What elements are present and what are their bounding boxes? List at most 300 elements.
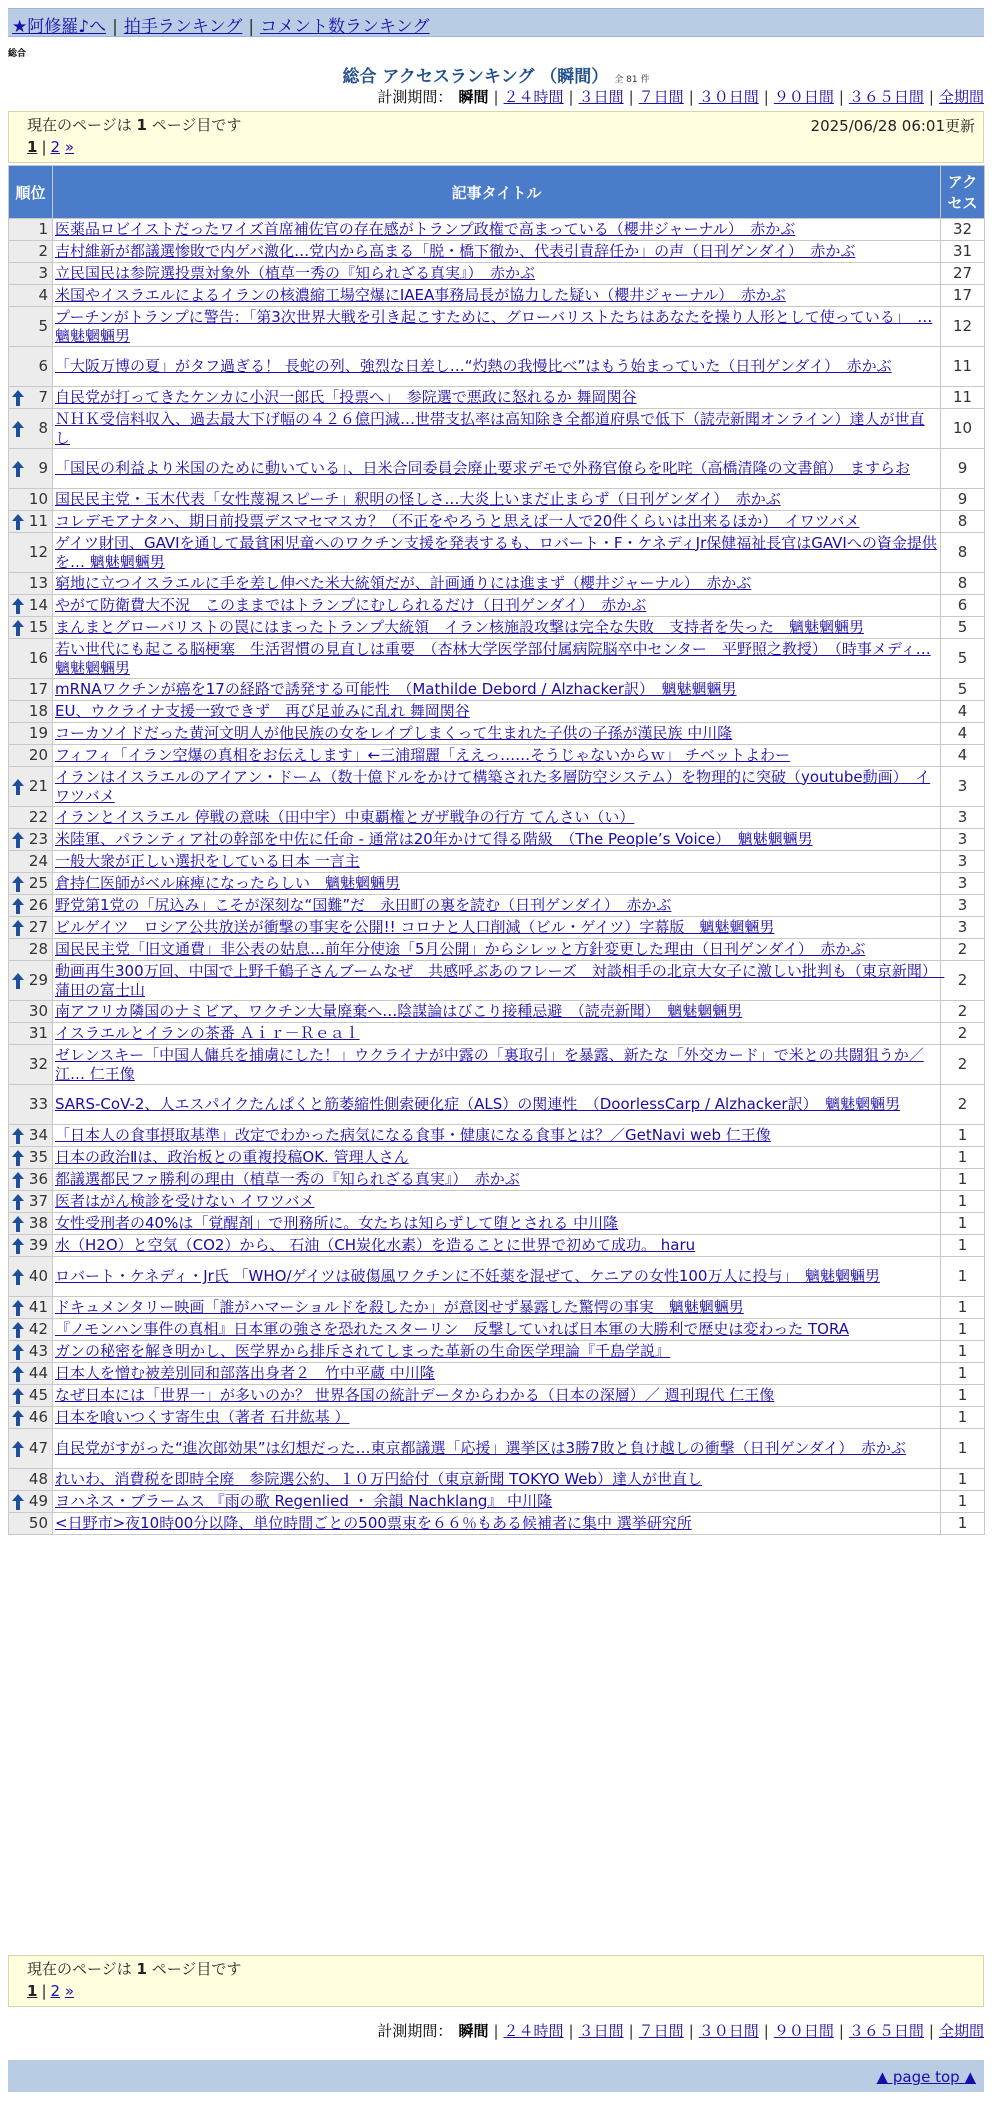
access-count: 11 bbox=[941, 387, 985, 409]
rank-up-arrow-icon bbox=[12, 1269, 24, 1285]
access-count: 17 bbox=[941, 285, 985, 307]
title-cell bbox=[53, 829, 941, 851]
article-link[interactable]: 米国やイスラエルによるイランの核濃縮工場空爆にIAEA事務局長が協力した疑い（櫻井ジャーナル） 赤かぶ bbox=[55, 286, 786, 304]
rank-cell: 2 bbox=[9, 241, 53, 263]
article-link[interactable]: 日本を喰いつくす寄生虫（著者 石井紘基 ） bbox=[55, 1408, 350, 1426]
access-count: 2 bbox=[941, 1001, 985, 1023]
article-link[interactable]: ゼレンスキー「中国人傭兵を捕虜にした！」ウクライナが中露の「裏取引」を暴露、新たな「外交カード」で米との共闘狙うか／江… 仁王像 bbox=[55, 1045, 924, 1083]
period-separator: | bbox=[928, 88, 934, 106]
title-cell bbox=[53, 1147, 941, 1169]
top-navigation bbox=[8, 8, 984, 37]
period-link[interactable]: ３６５日間 bbox=[848, 2022, 924, 2040]
period-current: 瞬間 bbox=[458, 2022, 489, 2040]
article-link[interactable]: 「国民の利益より米国のために動いている」、日米合同委員会廃止要求デモで外務官僚らを叱咤（高橋清隆の文書館） ますらお bbox=[55, 459, 911, 477]
article-link[interactable]: れいわ、消費税を即時全廃 参院選公約、１０万円給付（東京新聞 TOKYO Web）達人が世直し bbox=[55, 1470, 703, 1488]
rank-cell: 1 bbox=[9, 219, 53, 241]
rank-up-arrow-icon bbox=[12, 1366, 24, 1382]
title-cell bbox=[53, 409, 941, 449]
rank-up-arrow-icon bbox=[12, 973, 24, 989]
rank-cell: 45 bbox=[9, 1385, 53, 1407]
table-row bbox=[9, 307, 985, 347]
rank-up-arrow-icon bbox=[12, 832, 24, 848]
ranking-body bbox=[9, 219, 985, 1535]
period-separator: | bbox=[628, 88, 634, 106]
article-link[interactable]: 日本の政治Ⅱは、政治板との重複投稿OK. 管理人さん bbox=[55, 1148, 409, 1166]
period-separator: | bbox=[568, 88, 574, 106]
period-separator: | bbox=[838, 2022, 844, 2040]
rank-up-arrow-icon bbox=[12, 1150, 24, 1166]
access-count: 1 bbox=[941, 1319, 985, 1341]
article-link[interactable]: 国民民主党「旧文通費」非公表の姑息…前年分使途「5月公開」からシレッと方針変更した理由（日刊ゲンダイ） 赤かぶ bbox=[55, 940, 866, 958]
rank-up-arrow-icon bbox=[12, 620, 24, 636]
access-count: 8 bbox=[941, 533, 985, 573]
rank-up-arrow-icon bbox=[12, 514, 24, 530]
access-count: 2 bbox=[941, 1045, 985, 1085]
page-status: 現在のページは 1 ページ目です bbox=[27, 116, 242, 134]
rank-cell: 10 bbox=[9, 489, 53, 511]
access-count: 1 bbox=[941, 1491, 985, 1513]
table-row bbox=[9, 347, 985, 387]
title-cell bbox=[53, 1125, 941, 1147]
rank-header: 順位 bbox=[9, 166, 53, 219]
rank-cell: 19 bbox=[9, 723, 53, 745]
access-count: 6 bbox=[941, 595, 985, 617]
access-count: 32 bbox=[941, 219, 985, 241]
article-link[interactable]: 立民国民は参院選投票対象外（植草一秀の『知られざる真実』） 赤かぶ bbox=[55, 264, 536, 282]
period-link[interactable]: ２４時間 bbox=[503, 2022, 564, 2040]
next-page-link[interactable]: » bbox=[64, 138, 75, 156]
period-label: 計測期間： bbox=[377, 2022, 453, 2040]
access-count: 4 bbox=[941, 723, 985, 745]
title-cell bbox=[53, 1085, 941, 1125]
table-row bbox=[9, 1085, 985, 1125]
rank-cell: 8 bbox=[9, 409, 53, 449]
period-link[interactable]: ３０日間 bbox=[698, 2022, 759, 2040]
period-link[interactable]: ９０日間 bbox=[773, 2022, 834, 2040]
title-cell bbox=[53, 895, 941, 917]
rank-up-arrow-icon bbox=[12, 1410, 24, 1426]
article-link[interactable]: ドキュメンタリー映画「誰がハマーショルドを殺したか」が意図せず暴露した驚愕の事実 魑魅魍魎男 bbox=[55, 1298, 744, 1316]
rank-up-arrow-icon bbox=[12, 898, 24, 914]
title-cell bbox=[53, 701, 941, 723]
rank-up-arrow-icon bbox=[12, 1300, 24, 1316]
table-row bbox=[9, 807, 985, 829]
title-cell bbox=[53, 1023, 941, 1045]
rank-up-arrow-icon bbox=[12, 1194, 24, 1210]
section-label: 総合 bbox=[8, 49, 27, 59]
access-count: 9 bbox=[941, 489, 985, 511]
table-row bbox=[9, 1407, 985, 1429]
period-separator: | bbox=[763, 2022, 769, 2040]
access-count: 1 bbox=[941, 1191, 985, 1213]
article-link[interactable]: 倉持仁医師がベル麻痺になったらしい 魑魅魍魎男 bbox=[55, 874, 401, 892]
rank-cell: 25 bbox=[9, 873, 53, 895]
rank-up-arrow-icon bbox=[12, 779, 24, 795]
period-link[interactable]: ９０日間 bbox=[773, 88, 834, 106]
article-link[interactable]: 『ノモンハン事件の真相』日本軍の強さを恐れたスターリン 反撃していれば日本軍の大勝利で歴史は変わった TORA bbox=[55, 1320, 850, 1338]
rank-up-arrow-icon bbox=[12, 876, 24, 892]
article-link[interactable]: ガンの秘密を解き明かし、医学界から排斥されてしまった革新の生命医学理論『千島学説』 bbox=[55, 1342, 671, 1360]
table-row bbox=[9, 449, 985, 489]
period-selector-bottom bbox=[377, 2020, 984, 2041]
article-link[interactable]: SARS-CoV-2、人エスパイクたんぱくと筋萎縮性側索硬化症（ALS）の関連性 （DoorlessCarp / Alzhacker訳） 魑魅魍魎男 bbox=[55, 1095, 901, 1113]
article-link[interactable]: プーチンがトランプに警告：「第3次世界大戦を引き起こすために、グローバリストたちはあなたを操り人形として使っている」 … 魑魅魍魎男 bbox=[55, 307, 933, 345]
title-cell bbox=[53, 1169, 941, 1191]
article-link[interactable]: <日野市>夜10時00分以降、単位時間ごとの500票束を６６％もある候補者に集中 選挙研究所 bbox=[55, 1514, 692, 1532]
table-row bbox=[9, 1045, 985, 1085]
title-cell bbox=[53, 1429, 941, 1469]
table-row bbox=[9, 1469, 985, 1491]
access-count: 1 bbox=[941, 1257, 985, 1297]
rank-up-arrow-icon bbox=[12, 390, 24, 406]
rank-cell: 6 bbox=[9, 347, 53, 387]
title-cell bbox=[53, 263, 941, 285]
table-row bbox=[9, 1297, 985, 1319]
title-cell bbox=[53, 639, 941, 679]
title-header: 記事タイトル bbox=[53, 166, 941, 219]
article-link[interactable]: ヨハネス・ブラームス 『雨の歌 Regenlied ・ 余韻 Nachklang』 中川隆 bbox=[55, 1492, 553, 1510]
period-link[interactable]: 全期間 bbox=[938, 2022, 984, 2040]
access-count: 27 bbox=[941, 263, 985, 285]
rank-cell: 46 bbox=[9, 1407, 53, 1429]
table-row bbox=[9, 873, 985, 895]
access-count: 1 bbox=[941, 1125, 985, 1147]
rank-cell: 26 bbox=[9, 895, 53, 917]
article-link[interactable]: イスラエルとイランの茶番 Ａｉｒ－Ｒｅａｌ bbox=[55, 1024, 360, 1042]
rank-cell: 39 bbox=[9, 1235, 53, 1257]
access-count: 1 bbox=[941, 1213, 985, 1235]
access-count: 1 bbox=[941, 1235, 985, 1257]
title-cell bbox=[53, 1001, 941, 1023]
article-link[interactable]: 「大阪万博の夏」がタフ過ぎる！ 長蛇の列、強烈な日差し…“灼熱の我慢比べ”はもう始まっていた（日刊ゲンダイ） 赤かぶ bbox=[55, 357, 892, 375]
access-count: 31 bbox=[941, 241, 985, 263]
table-row bbox=[9, 511, 985, 533]
article-link[interactable]: なぜ日本には「世界一」が多いのか？ 世界各国の統計データからわかる（日本の深層）／ 週刊現代 仁王像 bbox=[55, 1386, 775, 1404]
access-count: 3 bbox=[941, 767, 985, 807]
rank-cell: 15 bbox=[9, 617, 53, 639]
article-link[interactable]: mRNAワクチンが癌を17の経路で誘発する可能性 （Mathilde Debord / Alzhacker訳） 魑魅魍魎男 bbox=[55, 680, 737, 698]
rank-cell: 24 bbox=[9, 851, 53, 873]
period-selector-top bbox=[377, 86, 984, 107]
table-row bbox=[9, 241, 985, 263]
article-link[interactable]: イランはイスラエルのアイアン・ドーム（数十億ドルをかけて構築された多層防空システム）を物理的に突破（youtube動画） イワツバメ bbox=[55, 767, 931, 805]
rank-cell: 14 bbox=[9, 595, 53, 617]
title-cell bbox=[53, 1363, 941, 1385]
period-current: 瞬間 bbox=[458, 88, 489, 106]
rank-cell: 33 bbox=[9, 1085, 53, 1125]
period-separator: | bbox=[568, 2022, 574, 2040]
access-count: 3 bbox=[941, 829, 985, 851]
article-link[interactable]: ゲイツ財団、GAVIを通して最貧困児童へのワクチン支援を発表するも、ロバート・F・ケネディJr保健福祉長官はGAVIへの資金提供を… 魑魅魍魎男 bbox=[55, 533, 937, 571]
rank-cell: 32 bbox=[9, 1045, 53, 1085]
article-link[interactable]: やがて防衛費大不況 このままではトランプにむしられるだけ（日刊ゲンダイ） 赤かぶ bbox=[55, 596, 647, 614]
access-count: 8 bbox=[941, 573, 985, 595]
table-row bbox=[9, 1319, 985, 1341]
table-row bbox=[9, 489, 985, 511]
title-cell bbox=[53, 1385, 941, 1407]
title-cell bbox=[53, 617, 941, 639]
period-link[interactable]: ３０日間 bbox=[698, 88, 759, 106]
article-link[interactable]: 動画再生300万回、中国で上野千鶴子さんブームなぜ 共感呼ぶあのフレーズ 対談相手の北京大女子に激しい批判も（東京新聞） 蒲田の富士山 bbox=[55, 961, 945, 999]
table-row bbox=[9, 263, 985, 285]
rank-cell: 3 bbox=[9, 263, 53, 285]
rank-cell: 17 bbox=[9, 679, 53, 701]
table-row bbox=[9, 1125, 985, 1147]
title-cell bbox=[53, 573, 941, 595]
rank-cell: 38 bbox=[9, 1213, 53, 1235]
access-count: 1 bbox=[941, 1169, 985, 1191]
title-cell bbox=[53, 1319, 941, 1341]
title-cell bbox=[53, 917, 941, 939]
rank-cell: 42 bbox=[9, 1319, 53, 1341]
title-cell bbox=[53, 489, 941, 511]
table-row bbox=[9, 917, 985, 939]
title-cell bbox=[53, 873, 941, 895]
table-row bbox=[9, 939, 985, 961]
title-cell bbox=[53, 1469, 941, 1491]
article-link[interactable]: 南アフリカ隣国のナミビア、ワクチン大量廃棄へ…陰謀論はびこり接種忌避 （読売新聞） 魑魅魍魎男 bbox=[55, 1002, 743, 1020]
nav-separator: | bbox=[248, 17, 255, 37]
page-title bbox=[0, 62, 992, 87]
table-row bbox=[9, 1491, 985, 1513]
period-link[interactable]: 全期間 bbox=[938, 88, 984, 106]
table-row bbox=[9, 1513, 985, 1535]
rank-up-arrow-icon bbox=[12, 1494, 24, 1510]
article-link[interactable]: 「日本人の食事摂取基準」改定でわかった病気になる食事・健康になる食事とは？／GetNavi web 仁王像 bbox=[55, 1126, 771, 1144]
period-separator: | bbox=[838, 88, 844, 106]
title-cell bbox=[53, 1045, 941, 1085]
rank-cell: 12 bbox=[9, 533, 53, 573]
rank-cell: 43 bbox=[9, 1341, 53, 1363]
rank-cell: 48 bbox=[9, 1469, 53, 1491]
article-link[interactable]: 自民党がすがった“進次郎効果”は幻想だった…東京都議選「応援」選挙区は3勝7敗と負け越しの衝撃（日刊ゲンダイ） 赤かぶ bbox=[55, 1439, 906, 1457]
footer-bar bbox=[8, 2060, 984, 2092]
article-link[interactable]: コーカソイドだった黄河文明人が他民族の女をレイプしまくって生まれた子供の子孫が漢民族 中川隆 bbox=[55, 724, 733, 742]
article-link[interactable]: 女性受刑者の40%は「覚醒剤」で刑務所に。女たちは知らずして堕とされる 中川隆 bbox=[55, 1214, 619, 1232]
table-row bbox=[9, 961, 985, 1001]
table-row bbox=[9, 1235, 985, 1257]
article-link[interactable]: ＮＨＫ受信料収入、過去最大下げ幅の４２６億円減…世帯支払率は高知除き全都道府県で低下（読売新聞オンライン）達人が世直し bbox=[55, 409, 925, 447]
table-row bbox=[9, 387, 985, 409]
table-row bbox=[9, 767, 985, 807]
article-link[interactable]: EU、ウクライナ支援一致できず 再び足並みに乱れ 舞岡関谷 bbox=[55, 702, 470, 720]
title-cell bbox=[53, 387, 941, 409]
table-row bbox=[9, 285, 985, 307]
article-link[interactable]: 若い世代にも起こる脳梗塞 生活習慣の見直しは重要 （杏林大学医学部付属病院脳卒中センター 平野照之教授） （時事メディ… 魑魅魍魎男 bbox=[55, 639, 931, 677]
access-count: 1 bbox=[941, 1297, 985, 1319]
rank-up-arrow-icon bbox=[12, 1388, 24, 1404]
period-separator: | bbox=[928, 2022, 934, 2040]
title-cell bbox=[53, 1297, 941, 1319]
rank-cell: 34 bbox=[9, 1125, 53, 1147]
title-cell bbox=[53, 241, 941, 263]
access-count: 2 bbox=[941, 939, 985, 961]
table-row bbox=[9, 1257, 985, 1297]
article-link[interactable]: 国民民主党・玉木代表「女性蔑視スピーチ」釈明の怪しさ…大炎上いまだ止まらず（日刊ゲンダイ） 赤かぶ bbox=[55, 490, 781, 508]
period-link[interactable]: ２４時間 bbox=[503, 88, 564, 106]
table-row bbox=[9, 679, 985, 701]
title-cell bbox=[53, 679, 941, 701]
title-cell bbox=[53, 807, 941, 829]
current-page: 1 bbox=[27, 1982, 38, 2000]
table-row bbox=[9, 895, 985, 917]
title-cell bbox=[53, 1191, 941, 1213]
rank-cell: 21 bbox=[9, 767, 53, 807]
rank-cell: 44 bbox=[9, 1363, 53, 1385]
page-links: 1 | 2 » bbox=[27, 1982, 75, 2000]
table-row bbox=[9, 829, 985, 851]
rank-cell: 23 bbox=[9, 829, 53, 851]
rank-cell: 50 bbox=[9, 1513, 53, 1535]
article-link[interactable]: まんまとグローバリストの罠にはまったトランプ大統領 イラン核施設攻撃は完全な失敗 支持者を失った 魑魅魍魎男 bbox=[55, 618, 864, 636]
rank-cell: 13 bbox=[9, 573, 53, 595]
current-page: 1 bbox=[27, 138, 38, 156]
period-label: 計測期間： bbox=[377, 88, 453, 106]
period-separator: | bbox=[688, 88, 694, 106]
title-cell bbox=[53, 1407, 941, 1429]
period-separator: | bbox=[763, 88, 769, 106]
item-count: 全 81 件 bbox=[614, 75, 650, 85]
article-link[interactable]: イランとイスラエル 停戦の意味（田中宇）中東覇権とガザ戦争の行方 てんさい（い） bbox=[55, 808, 635, 826]
rank-cell: 31 bbox=[9, 1023, 53, 1045]
rank-cell: 36 bbox=[9, 1169, 53, 1191]
access-count: 1 bbox=[941, 1341, 985, 1363]
access-count: 10 bbox=[941, 409, 985, 449]
page-links: 1 | 2 » bbox=[27, 138, 75, 156]
rank-cell: 29 bbox=[9, 961, 53, 1001]
article-link[interactable]: 自民党が打ってきたケンカに小沢一郎氏「投票へ」 参院選で悪政に怒れるか 舞岡関谷 bbox=[55, 388, 637, 406]
rank-up-arrow-icon bbox=[12, 1128, 24, 1144]
next-page-link[interactable]: » bbox=[64, 1982, 75, 2000]
access-count: 11 bbox=[941, 347, 985, 387]
article-link[interactable]: 医者はがん検診を受けない イワツバメ bbox=[55, 1192, 315, 1210]
period-link[interactable]: ３日間 bbox=[578, 2022, 624, 2040]
period-link[interactable]: ３６５日間 bbox=[848, 88, 924, 106]
access-count: 1 bbox=[941, 1429, 985, 1469]
rank-cell: 40 bbox=[9, 1257, 53, 1297]
article-link[interactable]: フィフィ「イラン空爆の真相をお伝えします」←三浦瑠麗「ええっ……そうじゃないからｗ」 チベットよわー bbox=[55, 746, 790, 764]
access-count: 5 bbox=[941, 639, 985, 679]
article-link[interactable]: 米陸軍、パランティア社の幹部を中佐に任命 - 通常は20年かけて得る階級 （The People’s Voice） 魑魅魍魎男 bbox=[55, 830, 813, 848]
title-cell bbox=[53, 533, 941, 573]
period-link[interactable]: ７日間 bbox=[638, 2022, 684, 2040]
rank-cell: 49 bbox=[9, 1491, 53, 1513]
updated-timestamp: 2025/06/28 06:01更新 bbox=[810, 117, 975, 135]
access-count: 3 bbox=[941, 917, 985, 939]
period-link[interactable]: ７日間 bbox=[638, 88, 684, 106]
table-row bbox=[9, 1341, 985, 1363]
page-top-link[interactable]: ▲ page top ▲ bbox=[876, 2068, 976, 2086]
access-count: 1 bbox=[941, 1363, 985, 1385]
access-count: 1 bbox=[941, 1469, 985, 1491]
rank-cell: 28 bbox=[9, 939, 53, 961]
article-link[interactable]: 都議選都民ファ勝利の理由（植草一秀の『知られざる真実』） 赤かぶ bbox=[55, 1170, 520, 1188]
article-link[interactable]: 日本人を憎む被差別同和部落出身者２ 竹中平蔵 中川隆 bbox=[55, 1364, 435, 1382]
access-count: 5 bbox=[941, 617, 985, 639]
nav-separator: | bbox=[112, 17, 118, 37]
table-row bbox=[9, 533, 985, 573]
period-separator: | bbox=[493, 88, 499, 106]
title-cell bbox=[53, 307, 941, 347]
pager-bottom bbox=[8, 1955, 984, 2007]
rank-up-arrow-icon bbox=[12, 1344, 24, 1360]
table-row bbox=[9, 1363, 985, 1385]
rank-cell: 47 bbox=[9, 1429, 53, 1469]
access-count: 1 bbox=[941, 1407, 985, 1429]
table-row bbox=[9, 573, 985, 595]
table-row bbox=[9, 617, 985, 639]
title-cell bbox=[53, 939, 941, 961]
rank-up-arrow-icon bbox=[12, 598, 24, 614]
article-link[interactable]: ロバート・ケネディ・Jr氏 「WHO/ゲイツは破傷風ワクチンに不妊薬を混ぜて、ケニアの女性100万人に投与」 魑魅魍魎男 bbox=[55, 1267, 880, 1285]
rank-up-arrow-icon bbox=[12, 421, 24, 437]
title-cell bbox=[53, 511, 941, 533]
article-link[interactable]: ビルゲイツ ロシア公共放送が衝撃の事実を公開!! コロナと人口削減（ビル・ゲイツ）字幕版 魑魅魍魎男 bbox=[55, 918, 775, 936]
table-row bbox=[9, 851, 985, 873]
clap-ranking-link[interactable]: 拍手ランキング bbox=[123, 17, 243, 37]
page-2-link[interactable]: 2 bbox=[50, 138, 61, 156]
table-row bbox=[9, 723, 985, 745]
table-row bbox=[9, 745, 985, 767]
period-separator: | bbox=[688, 2022, 694, 2040]
page-status: 現在のページは 1 ページ目です bbox=[27, 1960, 242, 1978]
rank-up-arrow-icon bbox=[12, 1216, 24, 1232]
rank-cell: 20 bbox=[9, 745, 53, 767]
page-2-link[interactable]: 2 bbox=[50, 1982, 61, 2000]
table-row bbox=[9, 1213, 985, 1235]
article-link[interactable]: 窮地に立つイスラエルに手を差し伸べた米大統領だが、計画通りには進まず（櫻井ジャーナル） 赤かぶ bbox=[55, 574, 752, 592]
article-link[interactable]: 吉村維新が都議選惨敗で内ゲバ激化…党内から高まる「脱・橋下徹か、代表引責辞任か」の声（日刊ゲンダイ） 赤かぶ bbox=[55, 242, 856, 260]
article-link[interactable]: コレデモアナタハ、期日前投票デスマセマスカ？（不正をやろうと思えば一人で20件くらいは出来るほか） イワツバメ bbox=[55, 512, 860, 530]
title-cell bbox=[53, 449, 941, 489]
period-separator: | bbox=[628, 2022, 634, 2040]
period-link[interactable]: ３日間 bbox=[578, 88, 624, 106]
rank-cell: 18 bbox=[9, 701, 53, 723]
title-cell bbox=[53, 285, 941, 307]
title-cell bbox=[53, 1213, 941, 1235]
period-separator: | bbox=[493, 2022, 499, 2040]
table-row bbox=[9, 1001, 985, 1023]
article-link[interactable]: 一般大衆が正しい選択をしている日本 一言主 bbox=[55, 852, 360, 870]
rank-cell: 4 bbox=[9, 285, 53, 307]
home-link[interactable]: ★阿修羅♪へ bbox=[12, 17, 107, 37]
comment-ranking-link[interactable]: コメント数ランキング bbox=[260, 17, 430, 37]
rank-up-arrow-icon bbox=[12, 920, 24, 936]
title-cell bbox=[53, 745, 941, 767]
title-cell bbox=[53, 1341, 941, 1363]
rank-cell: 37 bbox=[9, 1191, 53, 1213]
access-count: 1 bbox=[941, 1513, 985, 1535]
article-link[interactable]: 医薬品ロビイストだったワイズ首席補佐官の存在感がトランプ政権で高まっている（櫻井ジャーナル） 赤かぶ bbox=[55, 220, 796, 238]
rank-cell: 35 bbox=[9, 1147, 53, 1169]
pager-top bbox=[8, 111, 984, 163]
table-row bbox=[9, 1169, 985, 1191]
article-link[interactable]: 水（H2O）と空気（CO2）から、 石油（CH炭化水素）を造ることに世界で初めて成功。 haru bbox=[55, 1236, 696, 1254]
access-count: 8 bbox=[941, 511, 985, 533]
access-count: 2 bbox=[941, 1085, 985, 1125]
access-count: 2 bbox=[941, 961, 985, 1001]
rank-up-arrow-icon bbox=[12, 1441, 24, 1457]
access-count: 9 bbox=[941, 449, 985, 489]
title-cell bbox=[53, 1257, 941, 1297]
table-row bbox=[9, 701, 985, 723]
rank-cell: 41 bbox=[9, 1297, 53, 1319]
article-link[interactable]: 野党第1党の「尻込み」こそが深刻な“国難”だ 永田町の裏を読む（日刊ゲンダイ） 赤かぶ bbox=[55, 896, 672, 914]
title-cell bbox=[53, 1491, 941, 1513]
access-count: 3 bbox=[941, 895, 985, 917]
access-count: 1 bbox=[941, 1147, 985, 1169]
access-count: 12 bbox=[941, 307, 985, 347]
